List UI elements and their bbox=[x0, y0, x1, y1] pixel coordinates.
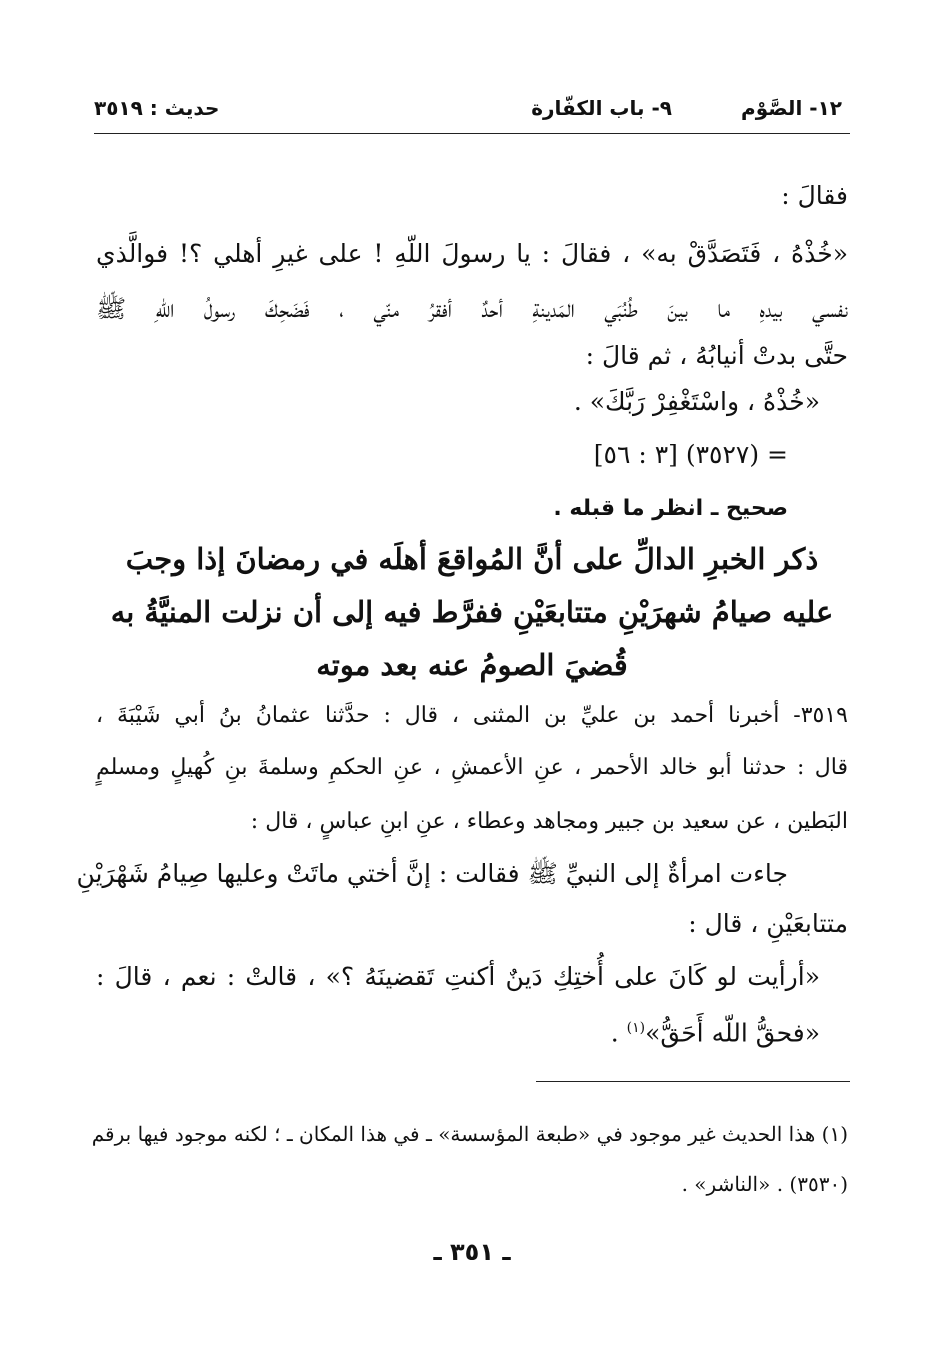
text-line: نفسي بيدهِ ما بينَ طُنُبَي المَدينةِ أحدٌ أفقرُ منّي ، فَضَحِكَ رسولُ اللّهِ ﷺ bbox=[96, 294, 848, 323]
matn-line: جاءت امرأةٌ إلى النبيِّ ﷺ فقالت : إنَّ أختي ماتَتْ وعليها صِيامُ شَهْرَيْنِ bbox=[76, 859, 788, 888]
footnote-line: (٣٥٣٠) . «الناشر» . bbox=[681, 1172, 848, 1196]
cross-reference: = (٣٥٢٧) [٣ : ٥٦] bbox=[593, 440, 788, 469]
header-divider bbox=[94, 133, 850, 134]
chapter-heading-line: عليه صيامُ شهرَيْنِ متتابعَيْنِ ففرَّط فيه إلى أن نزلت المنيَّةُ به bbox=[110, 595, 834, 629]
footnote-line: (١) هذا الحديث غير موجود في «طبعة المؤسسة» ـ في هذا المكان ـ ؛ لكنه موجود فيها برقم bbox=[91, 1122, 848, 1146]
footnote-divider bbox=[536, 1081, 850, 1082]
text-line: «خُذْهُ ، فَتَصَدَّقْ به» ، فقالَ : يا رسولَ اللّهِ ! على غيرِ أهلي ؟! فوالَّذي bbox=[96, 239, 848, 268]
footnote-marker: (١) bbox=[626, 1020, 646, 1036]
text-line: حتَّى بدتْ أنيابُهُ ، ثم قالَ : bbox=[585, 341, 848, 370]
text-line: «خُذْهُ ، واسْتَغْفِرْ رَبَّكَ» . bbox=[573, 387, 820, 416]
isnad-line: ٣٥١٩- أخبرنا أحمد بن عليِّ بن المثنى ، قال : حدَّثنا عثمانُ بنُ أبي شَيْبَةَ ، bbox=[96, 703, 848, 728]
isnad-line: البَطين ، عن سعيد بن جبير ومجاهد وعطاء ، عنِ ابنِ عباسٍ ، قال : bbox=[250, 809, 848, 834]
grading-note: صحيح ـ انظر ما قبله . bbox=[553, 496, 788, 521]
chapter-heading-line: ذكر الخبرِ الدالِّ على أنَّ المُواقعَ أهلَه في رمضانَ إذا وجبَ bbox=[125, 542, 819, 576]
section-heading: ٩- باب الكفّارة bbox=[531, 96, 672, 120]
sentence-end: . bbox=[610, 1018, 627, 1048]
matn-line: متتابعَيْنِ ، قال : bbox=[688, 909, 848, 938]
page-number: ـ ٣٥١ ـ bbox=[433, 1238, 511, 1266]
text-line: فقالَ : bbox=[781, 181, 848, 210]
matn-text: «فحقُّ اللّه أَحَقُّ» bbox=[645, 1018, 820, 1048]
isnad-line: قال : حدثنا أبو خالد الأحمر ، عنِ الأعمشِ ، عنِ الحكمِ وسلمةَ بنِ كُهيلٍ ومسلمٍ bbox=[96, 755, 848, 780]
chapter-title: ١٢- الصَّوْم bbox=[741, 96, 842, 120]
chapter-heading-line: قُضيَ الصومُ عنه بعد موته bbox=[316, 648, 628, 682]
matn-line: «أرأيت لو كَانَ على أُختِكِ دَينٌ أكنتِ تَقضينَهُ ؟» ، قالتْ : نعم ، قالَ : bbox=[96, 962, 820, 991]
running-header bbox=[94, 86, 850, 126]
matn-line bbox=[611, 1006, 820, 1055]
hadith-reference: حديث : ٣٥١٩ bbox=[94, 96, 220, 120]
